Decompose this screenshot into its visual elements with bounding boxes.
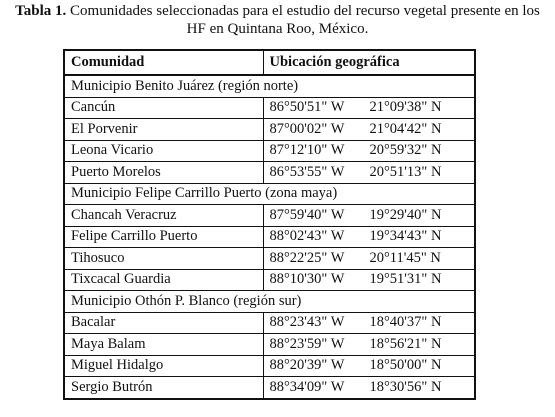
community-name: Bacalar [64,312,263,334]
coordinates-cell [263,334,475,356]
coordinates-cell [263,140,475,162]
caption-label: Tabla 1. [15,3,67,19]
community-name: Chancah Veracruz [64,205,263,227]
caption-line-2: HF en Quintana Roo, México. [186,21,369,37]
longitude: 86°50'51" W [269,99,345,116]
municipio-title: Municipio Othón P. Blanco (región sur) [64,291,475,313]
group-row [64,183,475,205]
longitude: 88°23'59" W [269,335,345,352]
header-row [64,50,475,75]
longitude: 86°53'55" W [269,163,345,180]
table-row [64,205,475,227]
community-name: Puerto Morelos [64,162,263,184]
coordinates-cell [263,119,475,141]
header-comunidad: Comunidad [64,50,263,75]
table-body [64,75,475,399]
latitude: 18°50'00" N [369,357,442,374]
group-row [64,291,475,313]
coordinates-cell [263,355,475,377]
table-row [64,140,475,162]
coordinates-cell [263,377,475,399]
table-row [64,248,475,270]
coordinates-cell [263,312,475,334]
coordinates-cell [263,205,475,227]
community-name: Felipe Carrillo Puerto [64,226,263,248]
group-row [64,75,475,97]
latitude: 19°29'40" N [369,206,442,223]
community-name: El Porvenir [64,119,263,141]
longitude: 87°12'10" W [269,142,345,159]
longitude: 88°02'43" W [269,228,345,245]
caption-line-1 [0,2,555,20]
caption-text-1: Comunidades seleccionadas para el estudio del recurso vegetal presente en los [70,3,540,19]
community-name: Tixcacal Guardia [64,269,263,291]
table-row [64,269,475,291]
community-name: Tihosuco [64,248,263,270]
community-name: Maya Balam [64,334,263,356]
table-row [64,377,475,399]
community-name: Cancún [64,97,263,119]
community-name: Sergio Butrón [64,377,263,399]
longitude: 88°10'30" W [269,271,345,288]
communities-table [63,49,476,400]
community-name: Miguel Hidalgo [64,355,263,377]
latitude: 19°51'31" N [369,271,442,288]
coordinates-cell [263,269,475,291]
coordinates-cell [263,97,475,119]
longitude: 88°34'09" W [269,378,345,395]
table-row [64,97,475,119]
longitude: 88°23'43" W [269,314,345,331]
longitude: 87°00'02" W [269,120,345,137]
table-row [64,334,475,356]
table-caption [0,2,555,38]
latitude: 18°40'37" N [369,314,442,331]
coordinates-cell [263,226,475,248]
latitude: 21°04'42" N [369,120,442,137]
latitude: 21°09'38" N [369,99,442,116]
coordinates-cell [263,162,475,184]
longitude: 88°22'25" W [269,249,345,266]
latitude: 18°56'21" N [369,335,442,352]
latitude: 20°11'45" N [369,249,441,266]
table-row [64,162,475,184]
header-ubicacion: Ubicación geográfica [263,50,475,75]
municipio-title: Municipio Benito Juárez (región norte) [64,75,475,97]
longitude: 88°20'39" W [269,357,345,374]
latitude: 18°30'56" N [369,378,442,395]
latitude: 20°51'13" N [369,163,442,180]
table-row [64,355,475,377]
longitude: 87°59'40" W [269,206,345,223]
latitude: 20°59'32" N [369,142,442,159]
table-row [64,226,475,248]
coordinates-cell [263,248,475,270]
municipio-title: Municipio Felipe Carrillo Puerto (zona maya) [64,183,475,205]
table-row [64,312,475,334]
table-row [64,119,475,141]
latitude: 19°34'43" N [369,228,442,245]
community-name: Leona Vicario [64,140,263,162]
